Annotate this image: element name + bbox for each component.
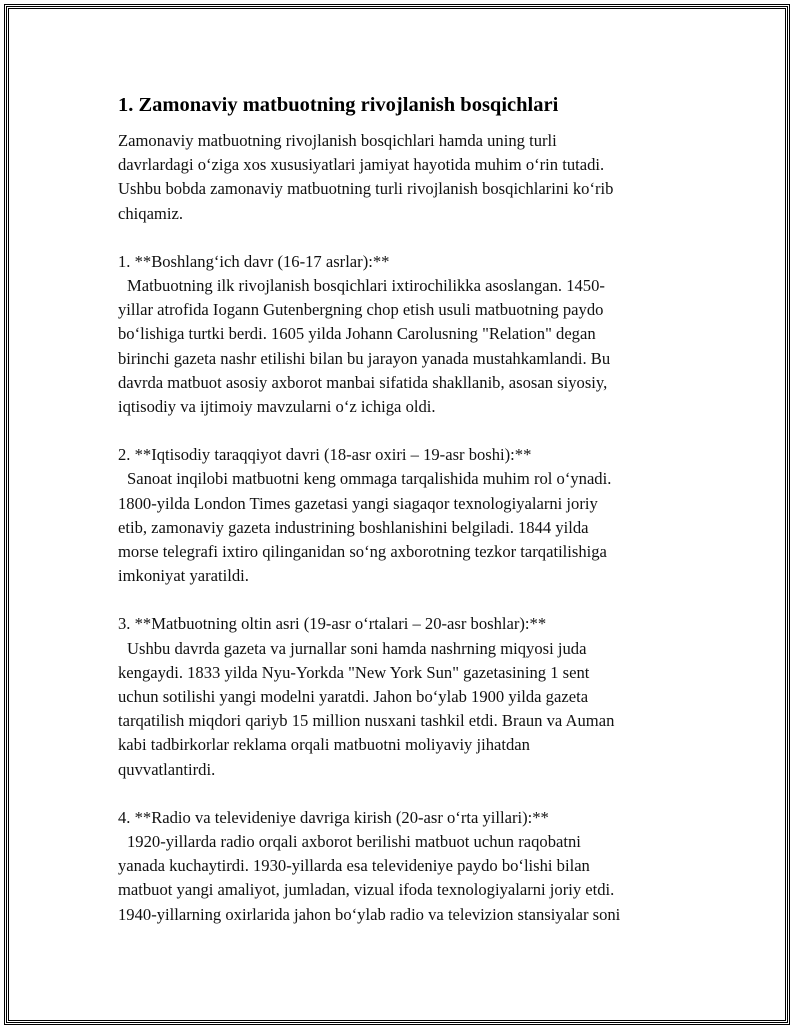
section-2 (118, 443, 678, 588)
document-content (118, 92, 678, 927)
section-body: Ushbu davrda gazeta va jurnallar soni hamda nashrning miqyosi juda kengaydi. 1833 yilda Nyu-Yorkda "New York Sun" gazetasining 1 sent uchun sotilishi yangi modelni yaratdi. Jahon bo‘ylab 1900 yilda gazeta tarqatilish miqdori qariyb 15 million nusxani tashkil etdi. Braun va Auman kabi tadbirkorlar reklama orqali matbuotni moliyaviy jihatdan quvvatlantirdi. (118, 638, 615, 779)
section-body: Sanoat inqilobi matbuotni keng ommaga tarqalishida muhim rol o‘ynadi. 1800-yilda London Times gazetasi yangi siagaqor texnologiyalarni joriy etib, zamonaviy gazeta industrining boshlanishini belgiladi. 1844 yilda morse telegrafi ixtiro qilinganidan so‘ng axborotning tezkor tarqatilishiga imkoniyat yaratildi. (118, 469, 612, 586)
section-title: 3. **Matbuotning oltin asri (19-asr o‘rtalari – 20-asr boshlar):** (118, 614, 547, 634)
page-heading: 1. Zamonaviy matbuotning rivojlanish bosqichlari (118, 94, 559, 116)
section-body: 1920-yillarda radio orqali axborot berilishi matbuot uchun raqobatni yanada kuchaytirdi. 1930-yillarda esa televideniye paydo bo‘lishi bilan matbuot yangi amaliyot, jumladan, vizual ifoda texnologiyalarni joriy etdi. 1940-yillarning oxirlarida jahon bo‘ylab radio va televizion stansiyalar soni (118, 832, 621, 924)
section-4 (118, 806, 678, 927)
paragraph-gap (118, 226, 678, 250)
section-3 (118, 612, 678, 781)
intro-paragraph: Zamonaviy matbuotning rivojlanish bosqichlari hamda uning turli davrlardagi o‘ziga xos xususiyatlari jamiyat hayotida muhim o‘rin tutadi. Ushbu bobda zamonaviy matbuotning turli rivojlanish bosqichlarini ko‘rib chiqamiz. (118, 131, 614, 223)
section-title: 2. **Iqtisodiy taraqqiyot davri (18-asr oxiri – 19-asr boshi):** (118, 445, 532, 465)
section-title: 4. **Radio va televideniye davriga kirish (20-asr o‘rta yillari):** (118, 807, 549, 827)
section-body: Matbuotning ilk rivojlanish bosqichlari ixtirochilikka asoslangan. 1450- yillar atrofida Iogann Gutenbergning chop etish usuli matbuotning paydo bo‘lishiga turtki berdi. 1605 yilda Johann Carolusning "Relation" degan birinchi gazeta nashr etilishi bilan bu jarayon yanada mustahkamlandi. Bu davrda matbuot asosiy axborot manbai sifatida shakllanib, asosan siyosiy, iqtisodiy va ijtimoiy mavzularni o‘z ichiga oldi. (118, 276, 611, 417)
paragraph-gap (118, 588, 678, 612)
paragraph-gap (118, 419, 678, 443)
section-title: 1. **Boshlang‘ich davr (16-17 asrlar):** (118, 251, 390, 271)
paragraph-gap (118, 782, 678, 806)
section-1 (118, 250, 678, 419)
